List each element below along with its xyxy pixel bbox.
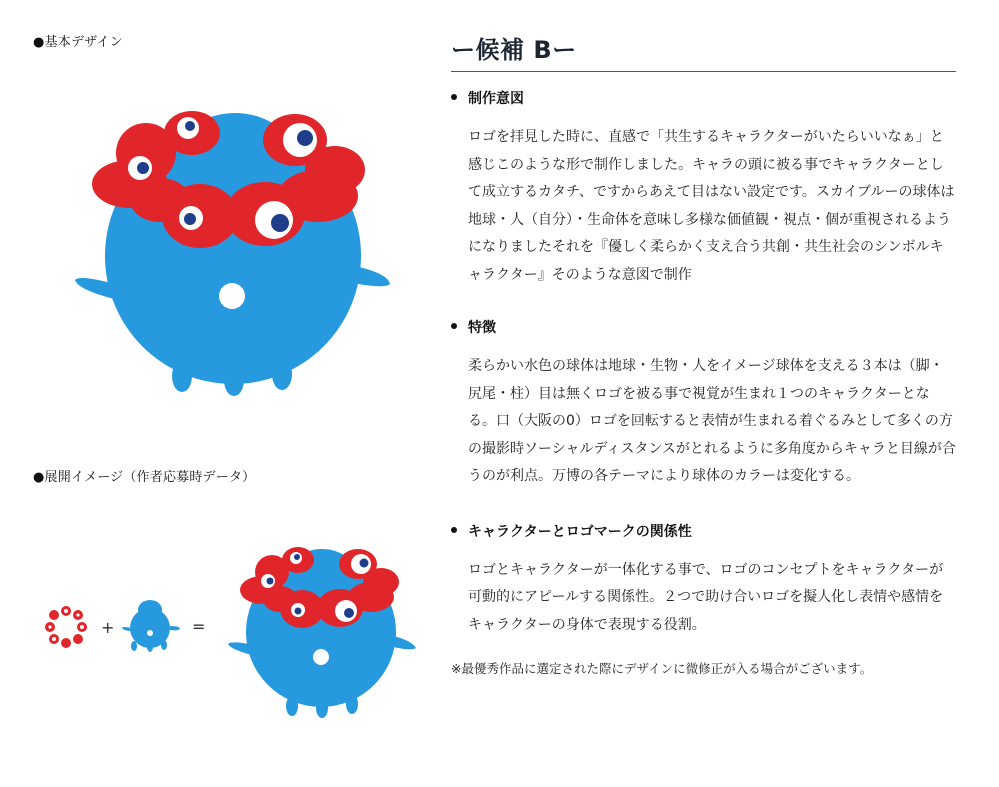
section-body: ロゴとキャラクターが一体化する事で、ロゴのコンセプトをキャラクターが可動的にアピールする関係性。２つで助け合いロゴを擬人化し表情や感情をキャラクターの身体で表現する役割。 <box>468 561 944 633</box>
logo-ring-small <box>46 606 86 648</box>
section-body: ロゴを拝見した時に、直感で「共生するキャラクターがいたらいいなぁ」と感じこのような形で制作しました。キャラの頭に被る事でキャラクターとして成立するカタチ、ですからあえて目はない設定です。スカイブルーの球体は地球・人（自分）・生命体を意味し多様な価値観・視点・個が重視されるようになりましたそれを『優しく柔らかく支え合う共創・共生社会のシンボルキャラクター』そのような意図で制作 <box>468 129 955 283</box>
equals-symbol: = <box>192 617 206 636</box>
section-heading: キャラクターとロゴマークの関係性 <box>451 521 956 541</box>
bullet-icon <box>451 94 457 100</box>
body-small <box>122 600 180 652</box>
bullet-icon <box>451 527 457 533</box>
disclaimer-note: ※最優秀作品に選定された際にデザインに微修正が入る場合がございます。 <box>451 661 873 676</box>
description-panel <box>451 30 956 677</box>
character-small <box>228 546 418 718</box>
expansion-image-label: ●展開イメージ（作者応募時データ） <box>33 470 256 485</box>
section-relationship <box>451 521 956 640</box>
character-illustration <box>70 108 400 398</box>
plus-symbol: + <box>101 618 115 637</box>
mouth-icon <box>219 283 245 309</box>
section-heading: 特徴 <box>451 317 956 337</box>
section-intent <box>451 88 956 289</box>
basic-design-label: ●基本デザイン <box>33 35 123 50</box>
section-features <box>451 317 956 491</box>
section-body: 柔らかい水色の球体は地球・生物・人をイメージ球体を支える３本は（脚・尻尾・柱）目は無くロゴを被る事で視覚が生まれ１つのキャラクターとなる。口（大阪の0）ロゴを回転すると表情が生まれる着ぐるみとして多くの方の撮影時ソーシャルディスタンスがとれるように多角度からキャラと目線が合うのが利点。万博の各テーマにより球体のカラーは変化する。 <box>468 358 956 484</box>
bullet-icon <box>451 323 457 329</box>
page-title: ー候補 Bー <box>451 30 956 72</box>
section-heading: 制作意図 <box>451 88 956 108</box>
